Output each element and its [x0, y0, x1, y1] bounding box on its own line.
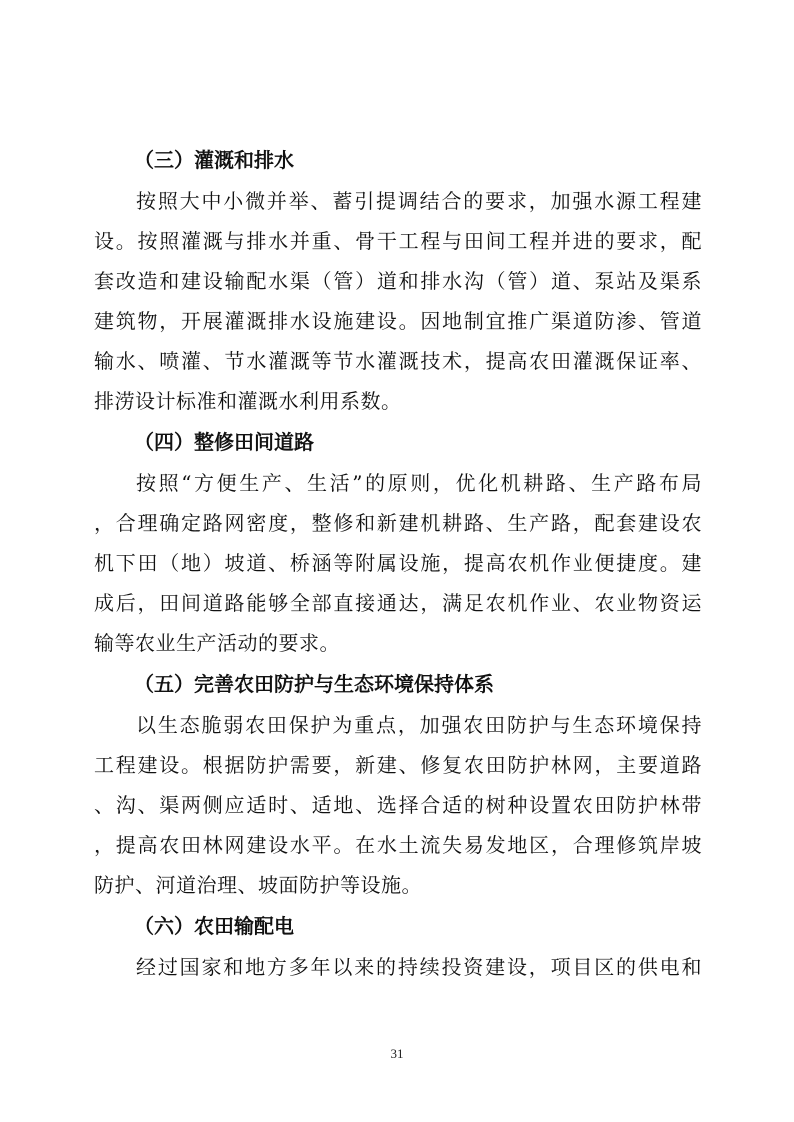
text-line: 输等农业生产活动的要求。 [94, 631, 340, 655]
text-line: 经过国家和地方多年以来的持续投资建设，项目区的供电和 [136, 955, 702, 979]
text-line: 以生态脆弱农田保护为重点，加强农田防护与生态环境保持 [136, 713, 702, 737]
text-line: 设。按照灌溉与排水并重、骨干工程与田间工程并进的要求，配 [94, 229, 702, 253]
section-heading-irrigation: （三）灌溉和排水 [134, 148, 294, 172]
section-heading-field-roads: （四）整修田间道路 [134, 430, 314, 454]
text-line: ，合理确定路网密度，整修和新建机耕路、生产路，配套建设农 [94, 511, 702, 535]
text-line: 建筑物，开展灌溉排水设施建设。因地制宜推广渠道防渗、管道 [94, 309, 702, 333]
page-content [94, 140, 702, 988]
text-line: 成后，田间道路能够全部直接通达，满足农机作业、农业物资运 [94, 591, 702, 615]
text-line: 输水、喷灌、节水灌溉等节水灌溉技术，提高农田灌溉保证率、 [94, 349, 702, 373]
paragraph-field-roads [94, 463, 702, 663]
text-line: 防护、河道治理、坡面防护等设施。 [94, 873, 422, 897]
section-heading-farmland-protection: （五）完善农田防护与生态环境保持体系 [134, 672, 494, 696]
text-line: 、沟、渠两侧应适时、适地、选择合适的树种设置农田防护林带 [94, 793, 702, 817]
paragraph-power-distribution [94, 947, 702, 987]
page-number: 31 [390, 1046, 404, 1061]
text-line: 按照大中小微并举、蓄引提调结合的要求，加强水源工程建 [136, 189, 702, 213]
text-line: 按照“方便生产、生活”的原则，优化机耕路、生产路布局 [136, 471, 702, 495]
text-line: ，提高农田林网建设水平。在水土流失易发地区，合理修筑岸坡 [94, 833, 702, 857]
text-line: 机下田（地）坡道、桥涵等附属设施，提高农机作业便捷度。建 [94, 551, 702, 575]
section-heading-power-distribution: （六）农田输配电 [134, 914, 294, 938]
paragraph-irrigation [94, 181, 702, 421]
paragraph-farmland-protection [94, 705, 702, 905]
text-line: 排涝设计标准和灌溉水利用系数。 [94, 389, 402, 413]
text-line: 套改造和建设输配水渠（管）道和排水沟（管）道、泵站及渠系 [94, 269, 702, 293]
text-line: 工程建设。根据防护需要，新建、修复农田防护林网，主要道路 [94, 753, 702, 777]
